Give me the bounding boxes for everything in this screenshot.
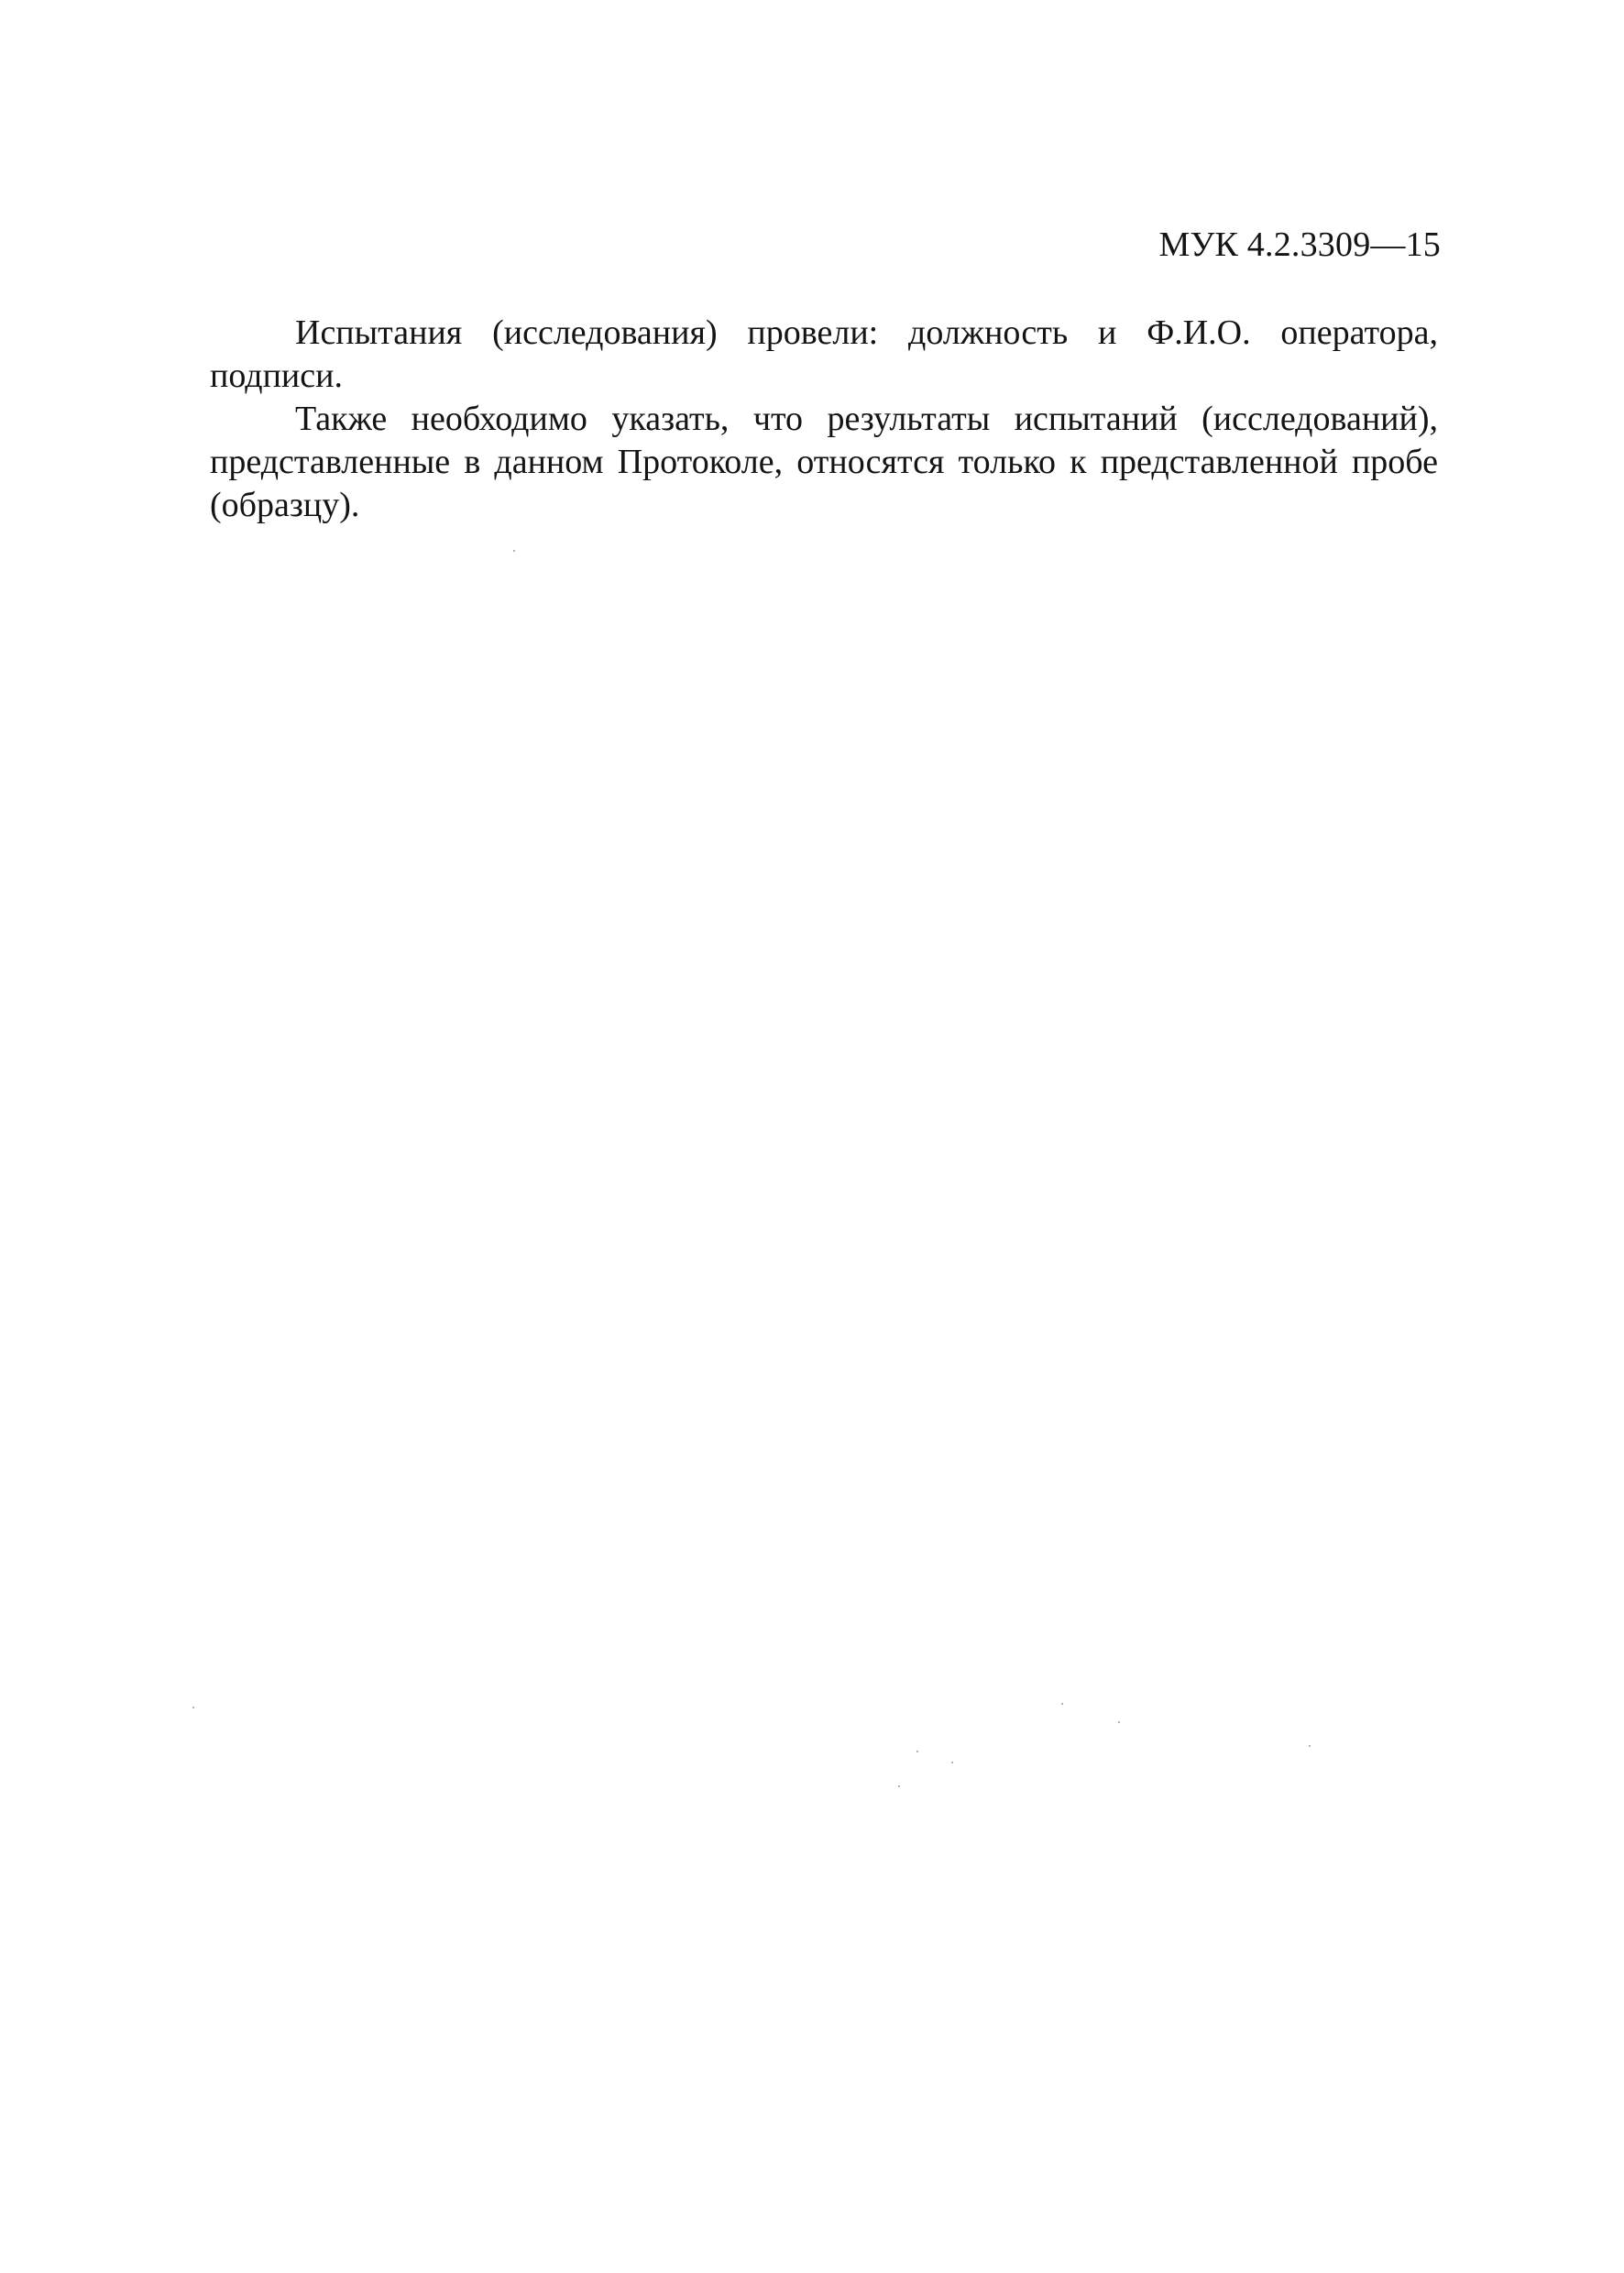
scan-speck — [916, 1751, 918, 1752]
scan-speck — [1309, 1745, 1311, 1747]
paragraph-testers: Испытания (исследования) провели: должность и Ф.И.О. оператора, подписи. — [210, 313, 1438, 395]
scan-speck — [513, 550, 515, 552]
scan-speck — [1061, 1703, 1063, 1705]
scan-speck — [192, 1707, 194, 1708]
scan-speck — [951, 1762, 953, 1763]
scan-speck — [1118, 1721, 1120, 1723]
document-code-header: МУК 4.2.3309—15 — [1158, 225, 1441, 264]
paragraph-results-note: Также необходимо указать, что результаты испытаний (исследований), представленные в данном Протоколе, относятся только к представленной пробе (образцу). — [210, 400, 1438, 524]
scan-speck — [898, 1785, 900, 1787]
document-body — [210, 312, 1438, 527]
